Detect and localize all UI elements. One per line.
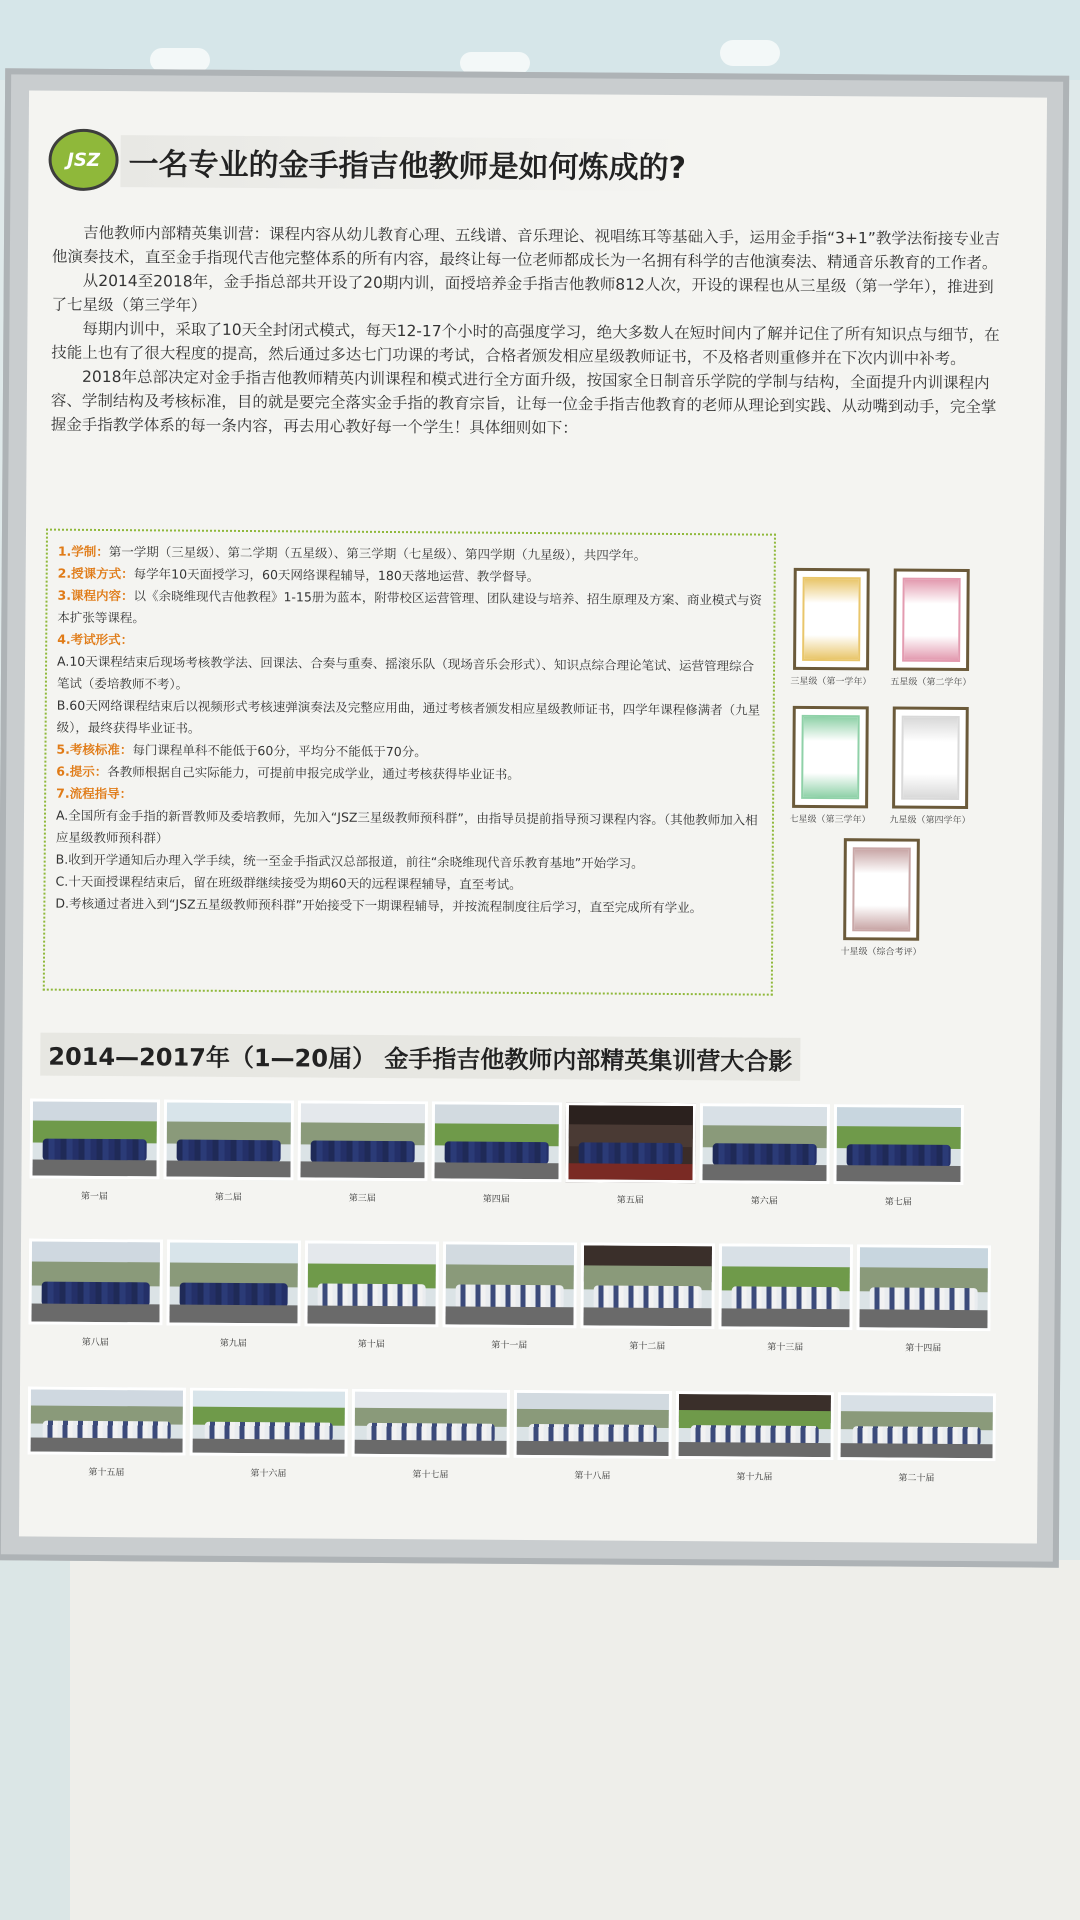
detail-text: 各教师根据自己实际能力，可提前申报完成学业，通过考核获得毕业证书。 [107, 764, 520, 782]
intro-paragraph: 吉他教师内部精英集训营：课程内容从幼儿教育心理、五线谱、音乐理论、视唱练耳等基础入手，运用金手指“3+1”教学法衔接专业吉他演奏技术，直至金手指现代吉他完整体系的所有内容，最终让每一位老师都成长为一名拥有科学的吉他演奏法、精通音乐教育的工作者。 [51, 223, 1000, 273]
group-photo [190, 1388, 348, 1457]
detail-label: 6.提示： [56, 763, 108, 780]
detail-label: 3.课程内容： [57, 587, 134, 604]
photo-caption: 第十六届 [250, 1469, 287, 1480]
group-photo [699, 1103, 830, 1184]
detail-text: A.全国所有金手指的新晋教师及委培教师，先加入“JSZ三星级教师预科群”，由指导员提前指导预习课程内容。（其他教师加入相应星级教师预科群） [55, 807, 758, 846]
wall-left [0, 1560, 70, 1920]
group-photo [718, 1243, 853, 1330]
group-photo [352, 1389, 510, 1458]
photo-caption: 第五届 [616, 1195, 644, 1206]
group-photo [304, 1240, 439, 1327]
group-photo [856, 1244, 991, 1331]
group-photo [166, 1239, 301, 1326]
group-photo [28, 1386, 186, 1455]
detail-row [57, 585, 763, 634]
group-photo [163, 1099, 294, 1180]
group-photo [838, 1392, 996, 1461]
photo-caption: 第十八届 [574, 1471, 611, 1482]
detail-text: 第一学期（三星级）、第二学期（五星级）、第三学期（七星级）、第四学期（九星级），共四学年。 [108, 544, 647, 563]
detail-label: 2.授课方式： [57, 565, 134, 582]
photo-caption: 第十二届 [629, 1341, 666, 1352]
photo-caption: 第十四届 [905, 1343, 942, 1354]
photo-caption: 第七届 [884, 1197, 912, 1208]
detail-text: B.60天网络课程结束后以视频形式考核速弹演奏法及完整应用曲，通过考核者颁发相应星级教师证书，四学年课程修满者（九星级），最终获得毕业证书。 [56, 697, 761, 736]
certificate-image [792, 706, 869, 809]
group-photo [431, 1101, 562, 1182]
detail-row [55, 893, 761, 920]
detail-row [57, 651, 763, 700]
certificate-image [892, 707, 969, 810]
photo-caption: 第八届 [81, 1337, 109, 1349]
certificate-caption: 十星级（综合考评） [840, 947, 922, 958]
photo-caption: 第四届 [482, 1194, 510, 1205]
detail-text: 每学年10天面授学习，60天网络课程辅导，180天落地运营、教学督导。 [133, 566, 540, 585]
detail-text: 以《余晓维现代吉他教程》1-15册为蓝本，附带校区运营管理、团队建设与培养、招生原理及方案、商业模式与资本扩张等课程。 [57, 588, 762, 626]
photo-caption: 第二十届 [898, 1473, 935, 1484]
group-photo [580, 1242, 715, 1329]
poster-title: 一名专业的金手指吉他教师是如何炼成的? [120, 135, 694, 191]
certificate-caption: 五星级（第二学年） [890, 677, 972, 689]
detail-text: C.十天面授课程结束后，留在班级群继续接受为期60天的远程课程辅导，直至考试。 [55, 873, 522, 892]
group-photo [833, 1104, 964, 1185]
certificate-caption: 三星级（第一学年） [790, 676, 872, 688]
group-photo [514, 1390, 672, 1459]
photo-caption: 第六届 [750, 1196, 778, 1207]
intro-paragraph: 2018年总部决定对金手指吉他教师精英内训课程和模式进行全方面升级，按国家全日制音乐学院的学制与结构，全面提升内训课程内容、学制结构及考核标准，目的就是要完全落实金手指的教育宗旨，让每一位金手指吉他教育的老师从理论到实践、从动嘴到动手，完全掌握金手指教学体系的每一条内容，再去用心教好每一个学生！具体细则如下： [50, 367, 997, 438]
group-photo [565, 1102, 696, 1183]
certificate-image [893, 569, 970, 672]
photo-caption: 第十五届 [88, 1467, 125, 1479]
detail-label: 4.考试形式： [57, 631, 134, 648]
detail-row [56, 805, 762, 854]
wall-cloud [720, 40, 780, 66]
group-photo [676, 1391, 834, 1460]
poster-board [19, 90, 1047, 1543]
photo-caption: 第二届 [214, 1192, 242, 1203]
intro-text [51, 221, 1002, 444]
group-photo [28, 1238, 163, 1325]
certificate-caption: 七星级（第三学年） [789, 814, 871, 826]
photo-caption: 第十九届 [736, 1472, 773, 1483]
detail-row [57, 695, 763, 744]
certificate-caption: 九星级（第四学年） [889, 815, 971, 827]
jsz-logo: JSZ [48, 129, 118, 191]
certificate-image [843, 838, 920, 941]
poster-frame [0, 68, 1069, 1567]
wall-top [0, 0, 1080, 80]
intro-paragraph: 从2014至2018年，金手指总部共开设了20期内训，面授培养金手指吉他教师812人次，开设的课程也从三星级（第一学年），推进到了七星级（第三学年） [51, 271, 994, 315]
photo-caption: 第一届 [80, 1191, 108, 1203]
photo-caption: 第十七届 [412, 1470, 449, 1481]
photo-caption: 第九届 [219, 1338, 247, 1350]
group-photo [297, 1100, 428, 1181]
detail-text: 每门课程单科不能低于60分，平均分不能低于70分。 [132, 742, 427, 760]
group-photo [442, 1241, 577, 1328]
group-photo [29, 1099, 160, 1180]
photo-caption: 第十届 [357, 1339, 385, 1350]
details-box [43, 529, 776, 996]
photo-caption: 第十三届 [767, 1342, 804, 1353]
gallery-title: 2014—2017年（1—20届） 金手指吉他教师内部精英集训营大合影 [40, 1033, 800, 1081]
intro-paragraph: 每期内训中，采取了10天全封闭式模式，每天12-17个小时的高强度学习，绝大多数人在短时间内了解并记住了所有知识点与细节，在技能上也有了很大程度的提高，然后通过多达七门功课的考试，合格者颁发相应星级教师证书，不及格者则重修并在下次内训中补考。 [51, 319, 1000, 369]
photo-caption: 第三届 [348, 1193, 376, 1204]
detail-text: A.10天课程结束后现场考核教学法、回课法、合奏与重奏、摇滚乐队（现场音乐会形式）、知识点综合理论笔试、运营管理综合笔试（委培教师不考）。 [56, 653, 755, 692]
detail-text: D.考核通过者进入到“JSZ五星级教师预科群”开始接受下一期课程辅导，并按流程制度往后学习，直至完成所有学业。 [55, 895, 703, 916]
detail-text: B.收到开学通知后办理入学手续，统一至金手指武汉总部报道，前往“余晓维现代音乐教育基地”开始学习。 [55, 851, 644, 871]
detail-label: 7.流程指导： [56, 785, 133, 802]
detail-label: 1.学制： [57, 543, 109, 560]
certificate-image [793, 568, 870, 671]
photo-caption: 第十一届 [491, 1340, 528, 1351]
wall-bottom [0, 1560, 1080, 1920]
detail-label: 5.考核标准： [56, 741, 133, 758]
